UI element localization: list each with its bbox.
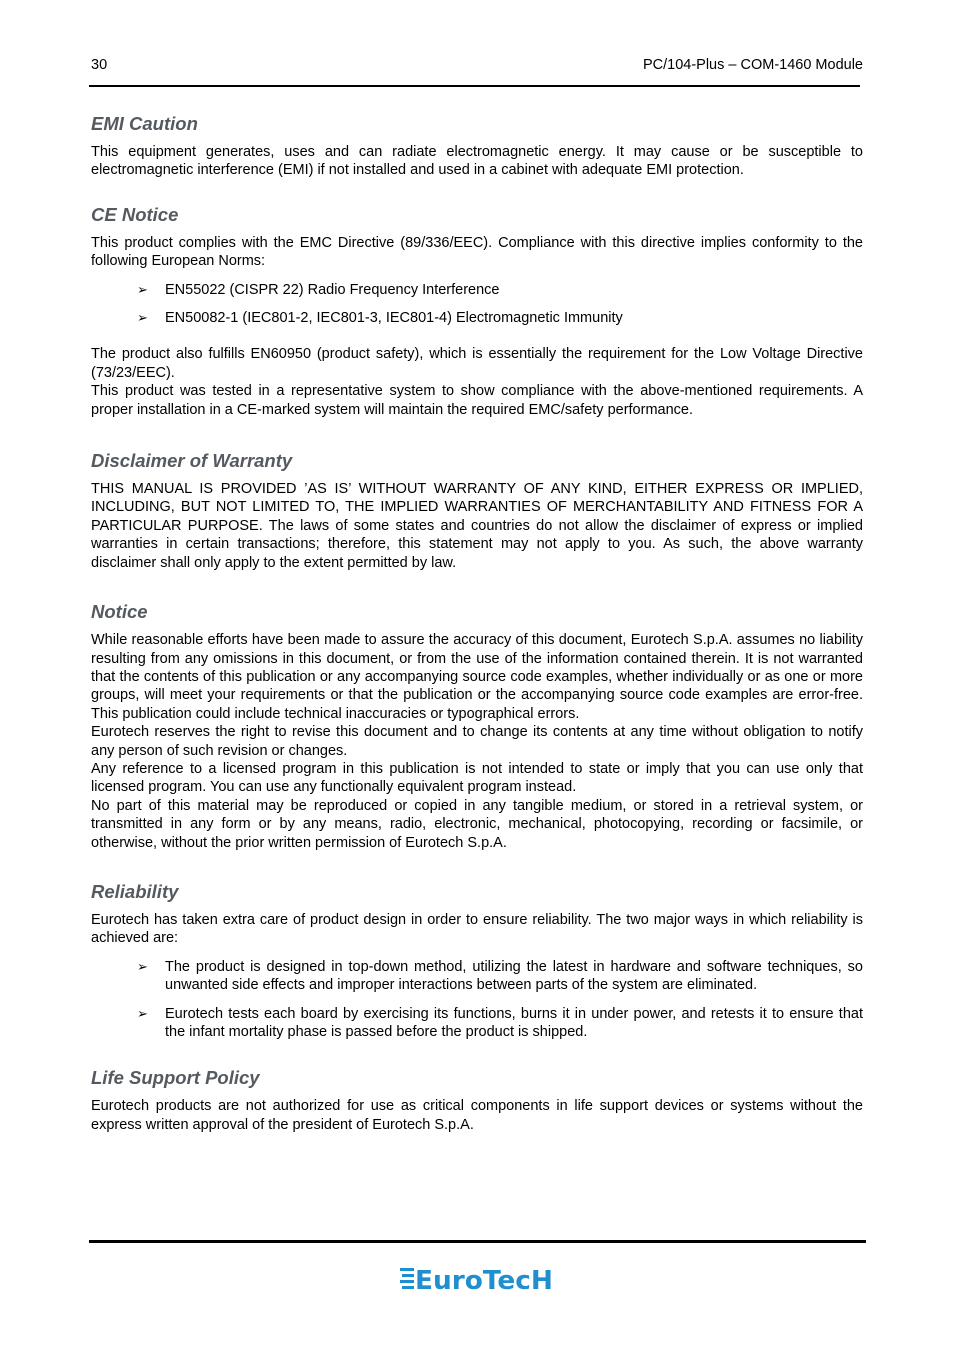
document-title: PC/104-Plus – COM-1460 Module (642, 57, 863, 73)
page-header (91, 57, 863, 77)
paragraph: Eurotech reserves the right to revise this document and to change its contents at any time without obligation to notify any person of such revision or changes. (91, 724, 863, 759)
list-item-text: Eurotech tests each board by exercising its functions, burns it in under power, and retests it to ensure that the infant mortality phase is passed before the product is shipped. (165, 1005, 863, 1040)
section-heading: Disclaimer of Warranty (91, 450, 293, 472)
section-notice (91, 601, 863, 852)
section-heading: Life Support Policy (91, 1067, 260, 1089)
footer-rule (89, 1240, 866, 1243)
list-item-text: EN50082-1 (IEC801-2, IEC801-3, IEC801-4) Electromagnetic Immunity (165, 310, 623, 327)
arrow-bullet-icon: ➢ (137, 310, 148, 326)
section-heading: EMI Caution (91, 113, 198, 134)
logo-stripes-icon (400, 1268, 414, 1289)
paragraph: While reasonable efforts have been made to assure the accuracy of this document, Eurotech S.p.A. assumes no liability resulting from any omissions in this document, or from the use of the information contained therein. It is not warranted that the contents of this publication or any accompanying source code examples, whether individually or as one or more groups, will meet your requirements or that the publication or the accompanying source code examples are error-free. This publication could include technical inaccuracies or typographical errors. (91, 632, 863, 722)
paragraph: Any reference to a licensed program in this publication is not intended to state or imply that you can use only that licensed program. You can use any functionally equivalent program instead. (91, 760, 863, 796)
arrow-bullet-icon: ➢ (137, 958, 148, 974)
list-item (91, 309, 863, 327)
section-life-support-policy (91, 1067, 863, 1134)
logo-wordmark: EuroTecH (415, 1266, 553, 1296)
paragraph: The product also fulfills EN60950 (product safety), which is essentially the requirement for the Low Voltage Directive (73/23/EEC). (91, 346, 863, 381)
list-item-text: EN55022 (CISPR 22) Radio Frequency Interference (165, 281, 500, 298)
paragraph: Eurotech products are not authorized for use as critical components in life support devices or systems without the express written approval of the president of Eurotech S.p.A. (91, 1098, 863, 1133)
list-item (91, 958, 863, 995)
paragraph: THIS MANUAL IS PROVIDED ’AS IS’ WITHOUT WARRANTY OF ANY KIND, EITHER EXPRESS OR IMPLIED, INCLUDING, BUT NOT LIMITED TO, THE IMPLIED WARRANTIES OF MERCHANTABILITY AND FITNESS FOR A PARTICULAR PURPOSE. The laws of some states and countries do not allow the disclaimer of express or implied warranties in certain transactions; therefore, this statement may not apply to you. As such, the above warranty disclaimer shall only apply to the extent permitted by law. (91, 481, 863, 571)
arrow-bullet-icon: ➢ (137, 1005, 148, 1021)
norms-list (91, 281, 863, 328)
header-rule (89, 85, 860, 87)
eurotech-logo (400, 1262, 556, 1296)
page-body (91, 113, 863, 1152)
section-ce-notice (91, 204, 863, 419)
reliability-list (91, 958, 863, 1042)
paragraph: This product complies with the EMC Directive (89/336/EEC). Compliance with this directive implies conformity to the following European Norms: (91, 234, 863, 270)
list-item (91, 1005, 863, 1042)
section-heading: Notice (91, 601, 148, 623)
list-item (91, 281, 863, 299)
arrow-bullet-icon: ➢ (137, 281, 148, 297)
section-emi-caution (91, 113, 863, 180)
paragraph: This equipment generates, uses and can radiate electromagnetic energy. It may cause or be susceptible to electromagnetic interference (EMI) if not installed and used in a cabinet with adequate EMI protection. (91, 144, 863, 179)
section-disclaimer-of-warranty (91, 450, 863, 572)
section-heading: CE Notice (91, 203, 179, 225)
section-reliability (91, 881, 863, 1041)
section-heading: Reliability (91, 880, 179, 902)
paragraph: Eurotech has taken extra care of product design in order to ensure reliability. The two major ways in which reliability is achieved are: (91, 911, 863, 947)
list-item-text: The product is designed in top-down method, utilizing the latest in hardware and software techniques, so unwanted side effects and improper interactions between parts of the system are eliminated. (165, 958, 863, 994)
paragraph: No part of this material may be reproduced or copied in any tangible medium, or stored in a retrieval system, or transmitted in any form or by any means, radio, electronic, mechanical, photocopying, recording or facsimile, or otherwise, without the prior written permission of Eurotech S.p.A. (91, 797, 863, 851)
paragraph: This product was tested in a representative system to show compliance with the above-mentioned requirements. A proper installation in a CE-marked system will maintain the required EMC/safety performance. (91, 383, 863, 418)
page-number: 30 (91, 57, 108, 73)
